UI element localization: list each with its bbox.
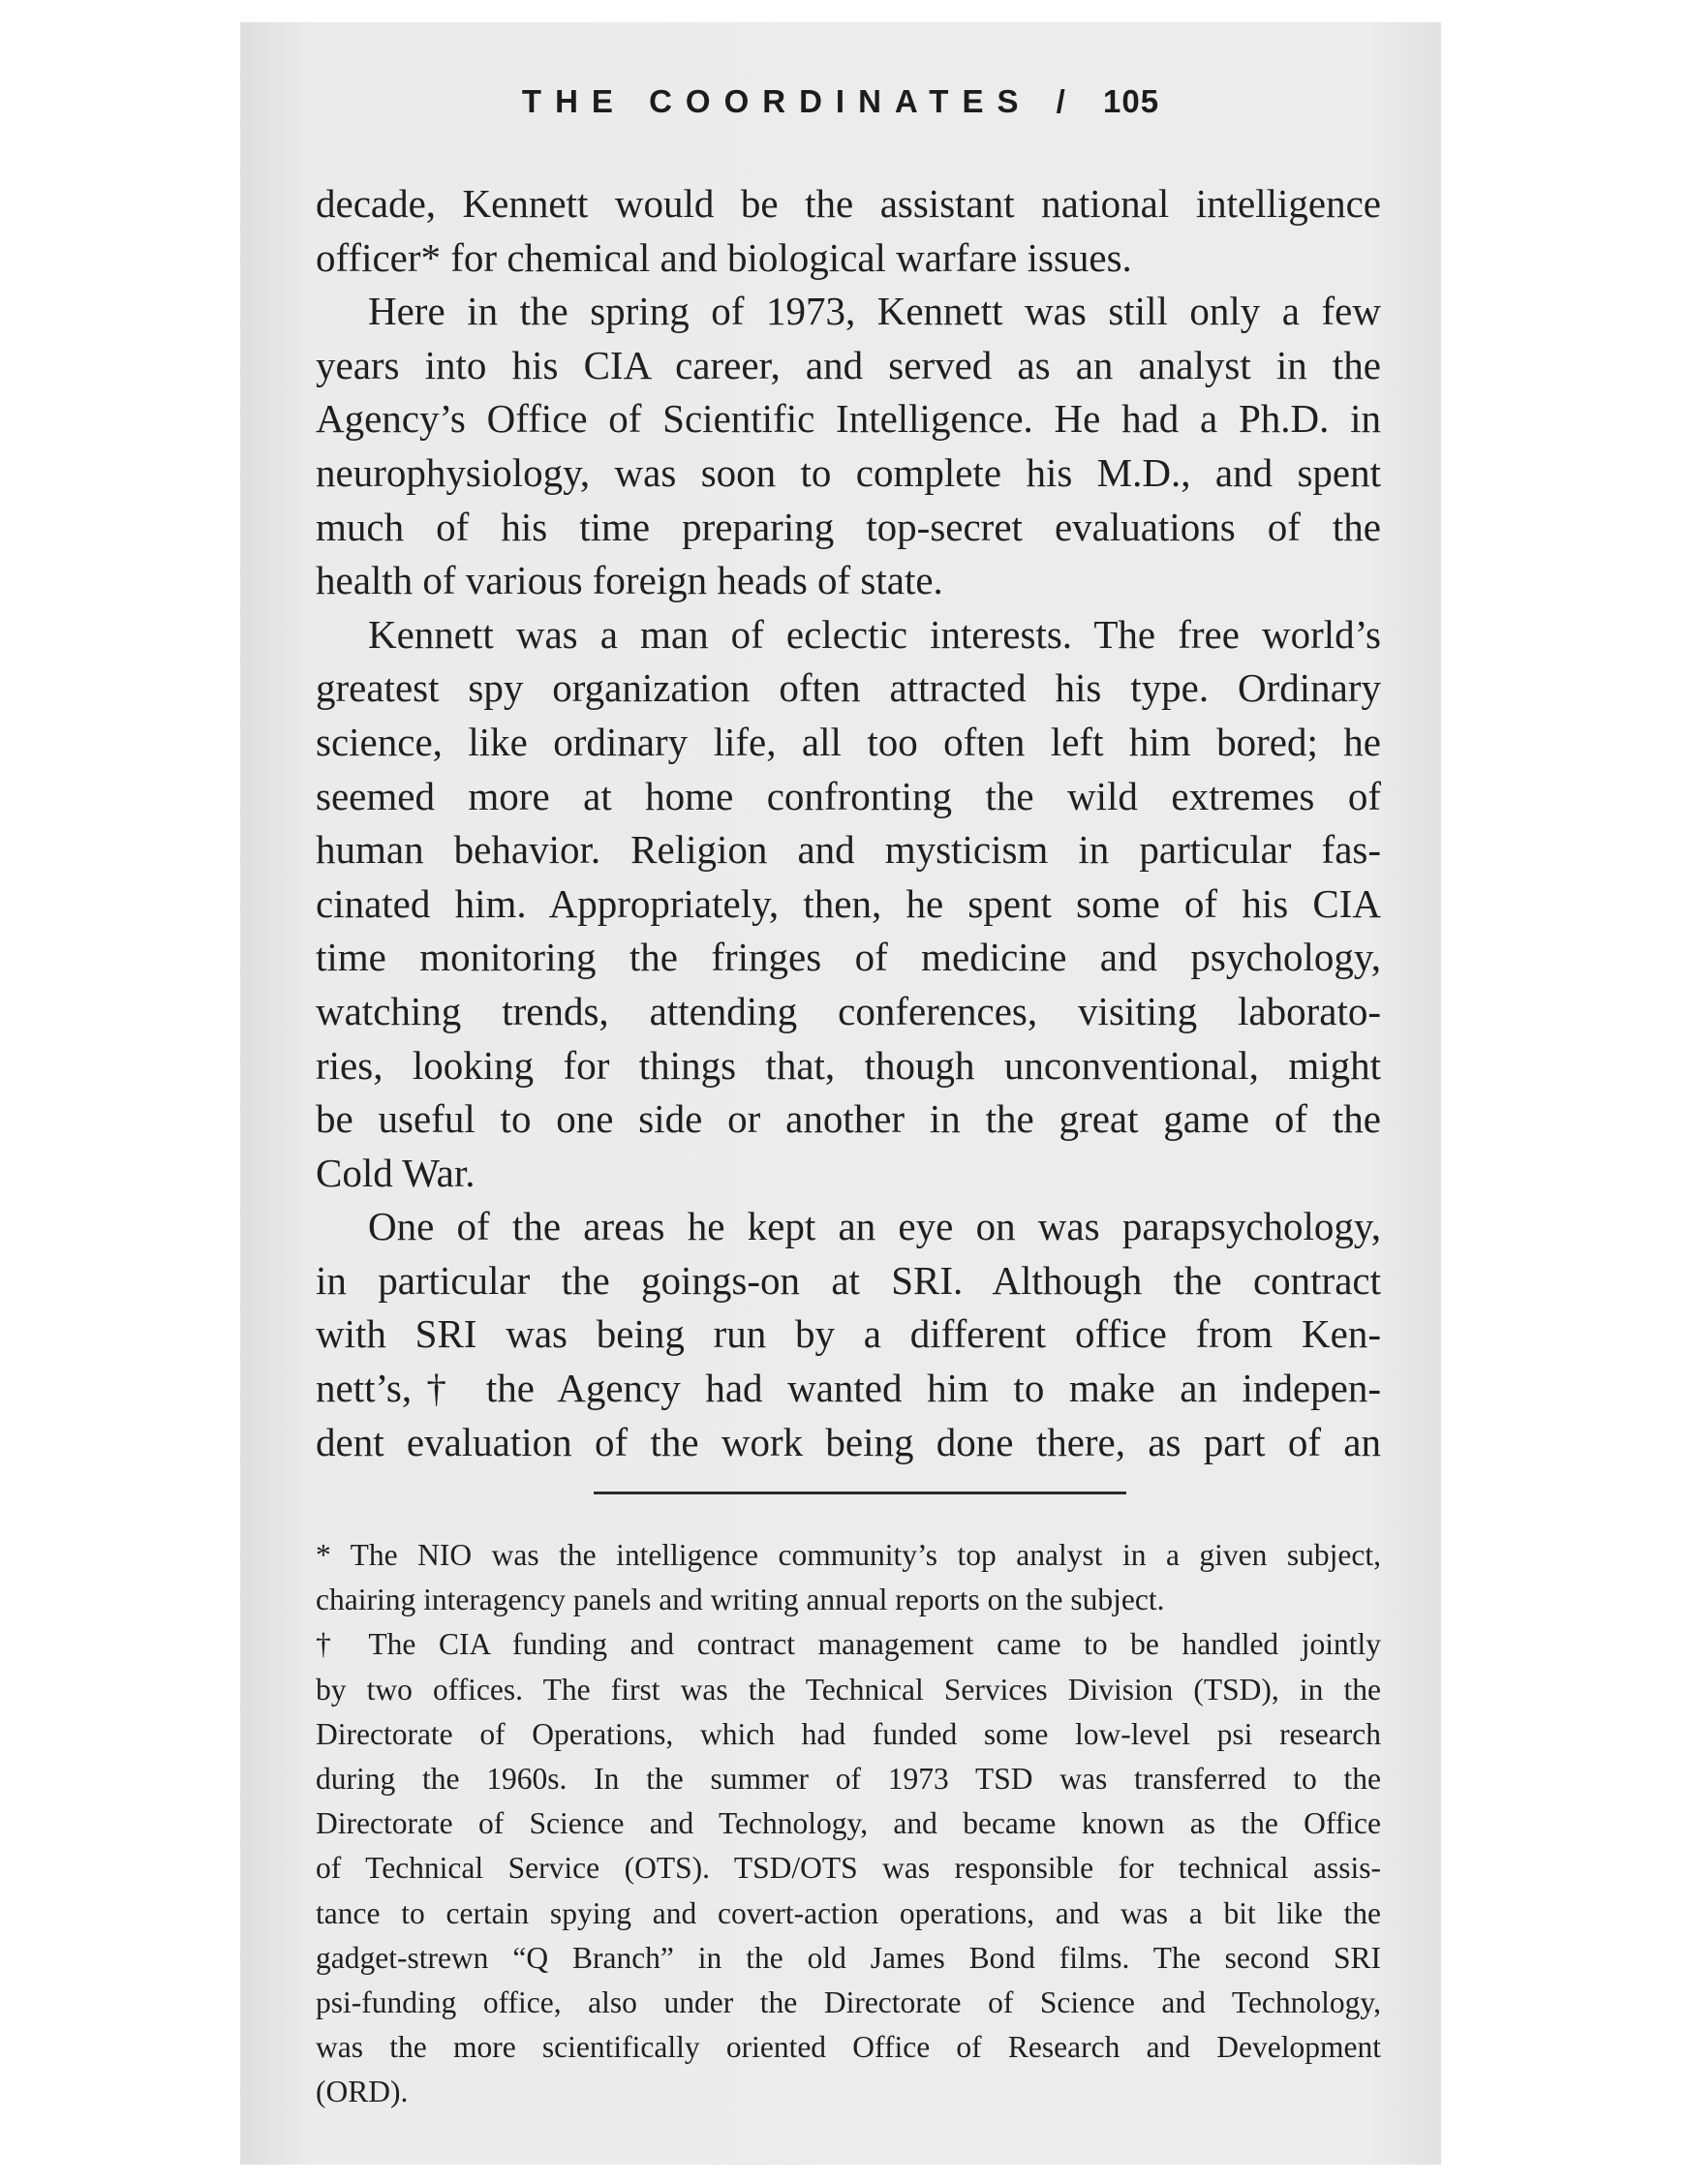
body-line: dent evaluation of the work being done there, as part of an — [316, 1419, 1381, 1464]
body-line: seemed more at home confronting the wild extremes of — [316, 773, 1381, 818]
body-line: decade, Kennett would be the assistant national intelligence — [316, 181, 1381, 226]
body-line: much of his time preparing top-secret evaluations of the — [316, 504, 1381, 549]
body-line: in particular the goings-on at SRI. Although the contract — [316, 1257, 1381, 1303]
footnote-line: psi-funding office, also under the Directorate of Science and Technology, — [316, 1984, 1381, 2019]
body-line: neurophysiology, was soon to complete his M.D., and spent — [316, 449, 1381, 495]
body-line: officer* for chemical and biological warfare issues. — [316, 234, 1132, 280]
body-line: nett’s,† the Agency had wanted him to make an indepen- — [316, 1366, 1381, 1411]
footnote-line: Directorate of Operations, which had funded some low-level psi research — [316, 1716, 1381, 1751]
footnote-line: gadget-strewn “Q Branch” in the old James Bond films. The second SRI — [316, 1940, 1381, 1975]
body-line: be useful to one side or another in the great game of the — [316, 1096, 1381, 1142]
body-line: ries, looking for things that, though unconventional, might — [316, 1042, 1381, 1088]
footnote-line: Directorate of Science and Technology, and became known as the Office — [316, 1806, 1381, 1841]
running-head — [240, 83, 1441, 120]
body-line: time monitoring the fringes of medicine and psychology, — [316, 935, 1381, 980]
footnote-line: † The CIA funding and contract management came to be handled jointly — [316, 1627, 1381, 1662]
body-line: Agency’s Office of Scientific Intelligence. He had a Ph.D. in — [316, 396, 1381, 442]
footnote-line: tance to certain spying and covert-action operations, and was a bit like the — [316, 1895, 1381, 1930]
footnote-line: by two offices. The first was the Technical Services Division (TSD), in the — [316, 1672, 1381, 1707]
footnotes — [316, 1533, 1381, 2114]
body-line: Here in the spring of 1973, Kennett was still only a few — [368, 289, 1381, 334]
body-line: human behavior. Religion and mysticism in particular fas- — [316, 827, 1381, 873]
body-line: Cold War. — [316, 1150, 476, 1195]
body-line: greatest spy organization often attracted his type. Ordinary — [316, 665, 1381, 711]
body-line: science, like ordinary life, all too often left him bored; he — [316, 719, 1381, 764]
footnote-line: chairing interagency panels and writing annual reports on the subject. — [316, 1583, 1165, 1617]
body-line: Kennett was a man of eclectic interests. The free world’s — [368, 611, 1381, 657]
page-number: 105 — [1103, 83, 1160, 119]
running-title: THE COORDINATES — [521, 83, 1032, 119]
body-line: with SRI was being run by a different office from Ken- — [316, 1311, 1381, 1357]
footnote-line: during the 1960s. In the summer of 1973 TSD was transferred to the — [316, 1761, 1381, 1796]
body-line: watching trends, attending conferences, visiting laborato- — [316, 988, 1381, 1033]
footnote-divider — [594, 1492, 1126, 1494]
body-text — [316, 177, 1381, 1469]
footnote-line: * The NIO was the intelligence community’s top analyst in a given subject, — [316, 1538, 1381, 1572]
body-line: cinated him. Appropriately, then, he spent some of his CIA — [316, 880, 1381, 926]
footnote-line: of Technical Service (OTS). TSD/OTS was responsible for technical assis- — [316, 1851, 1381, 1886]
body-line: One of the areas he kept an eye on was parapsychology, — [368, 1204, 1381, 1249]
body-line: health of various foreign heads of state. — [316, 558, 943, 603]
footnote-line: was the more scientifically oriented Office of Research and Development — [316, 2030, 1381, 2065]
running-head-separator: / — [1056, 83, 1065, 119]
body-line: years into his CIA career, and served as an analyst in the — [316, 342, 1381, 387]
book-page — [240, 22, 1441, 2165]
footnote-line: (ORD). — [316, 2075, 409, 2109]
